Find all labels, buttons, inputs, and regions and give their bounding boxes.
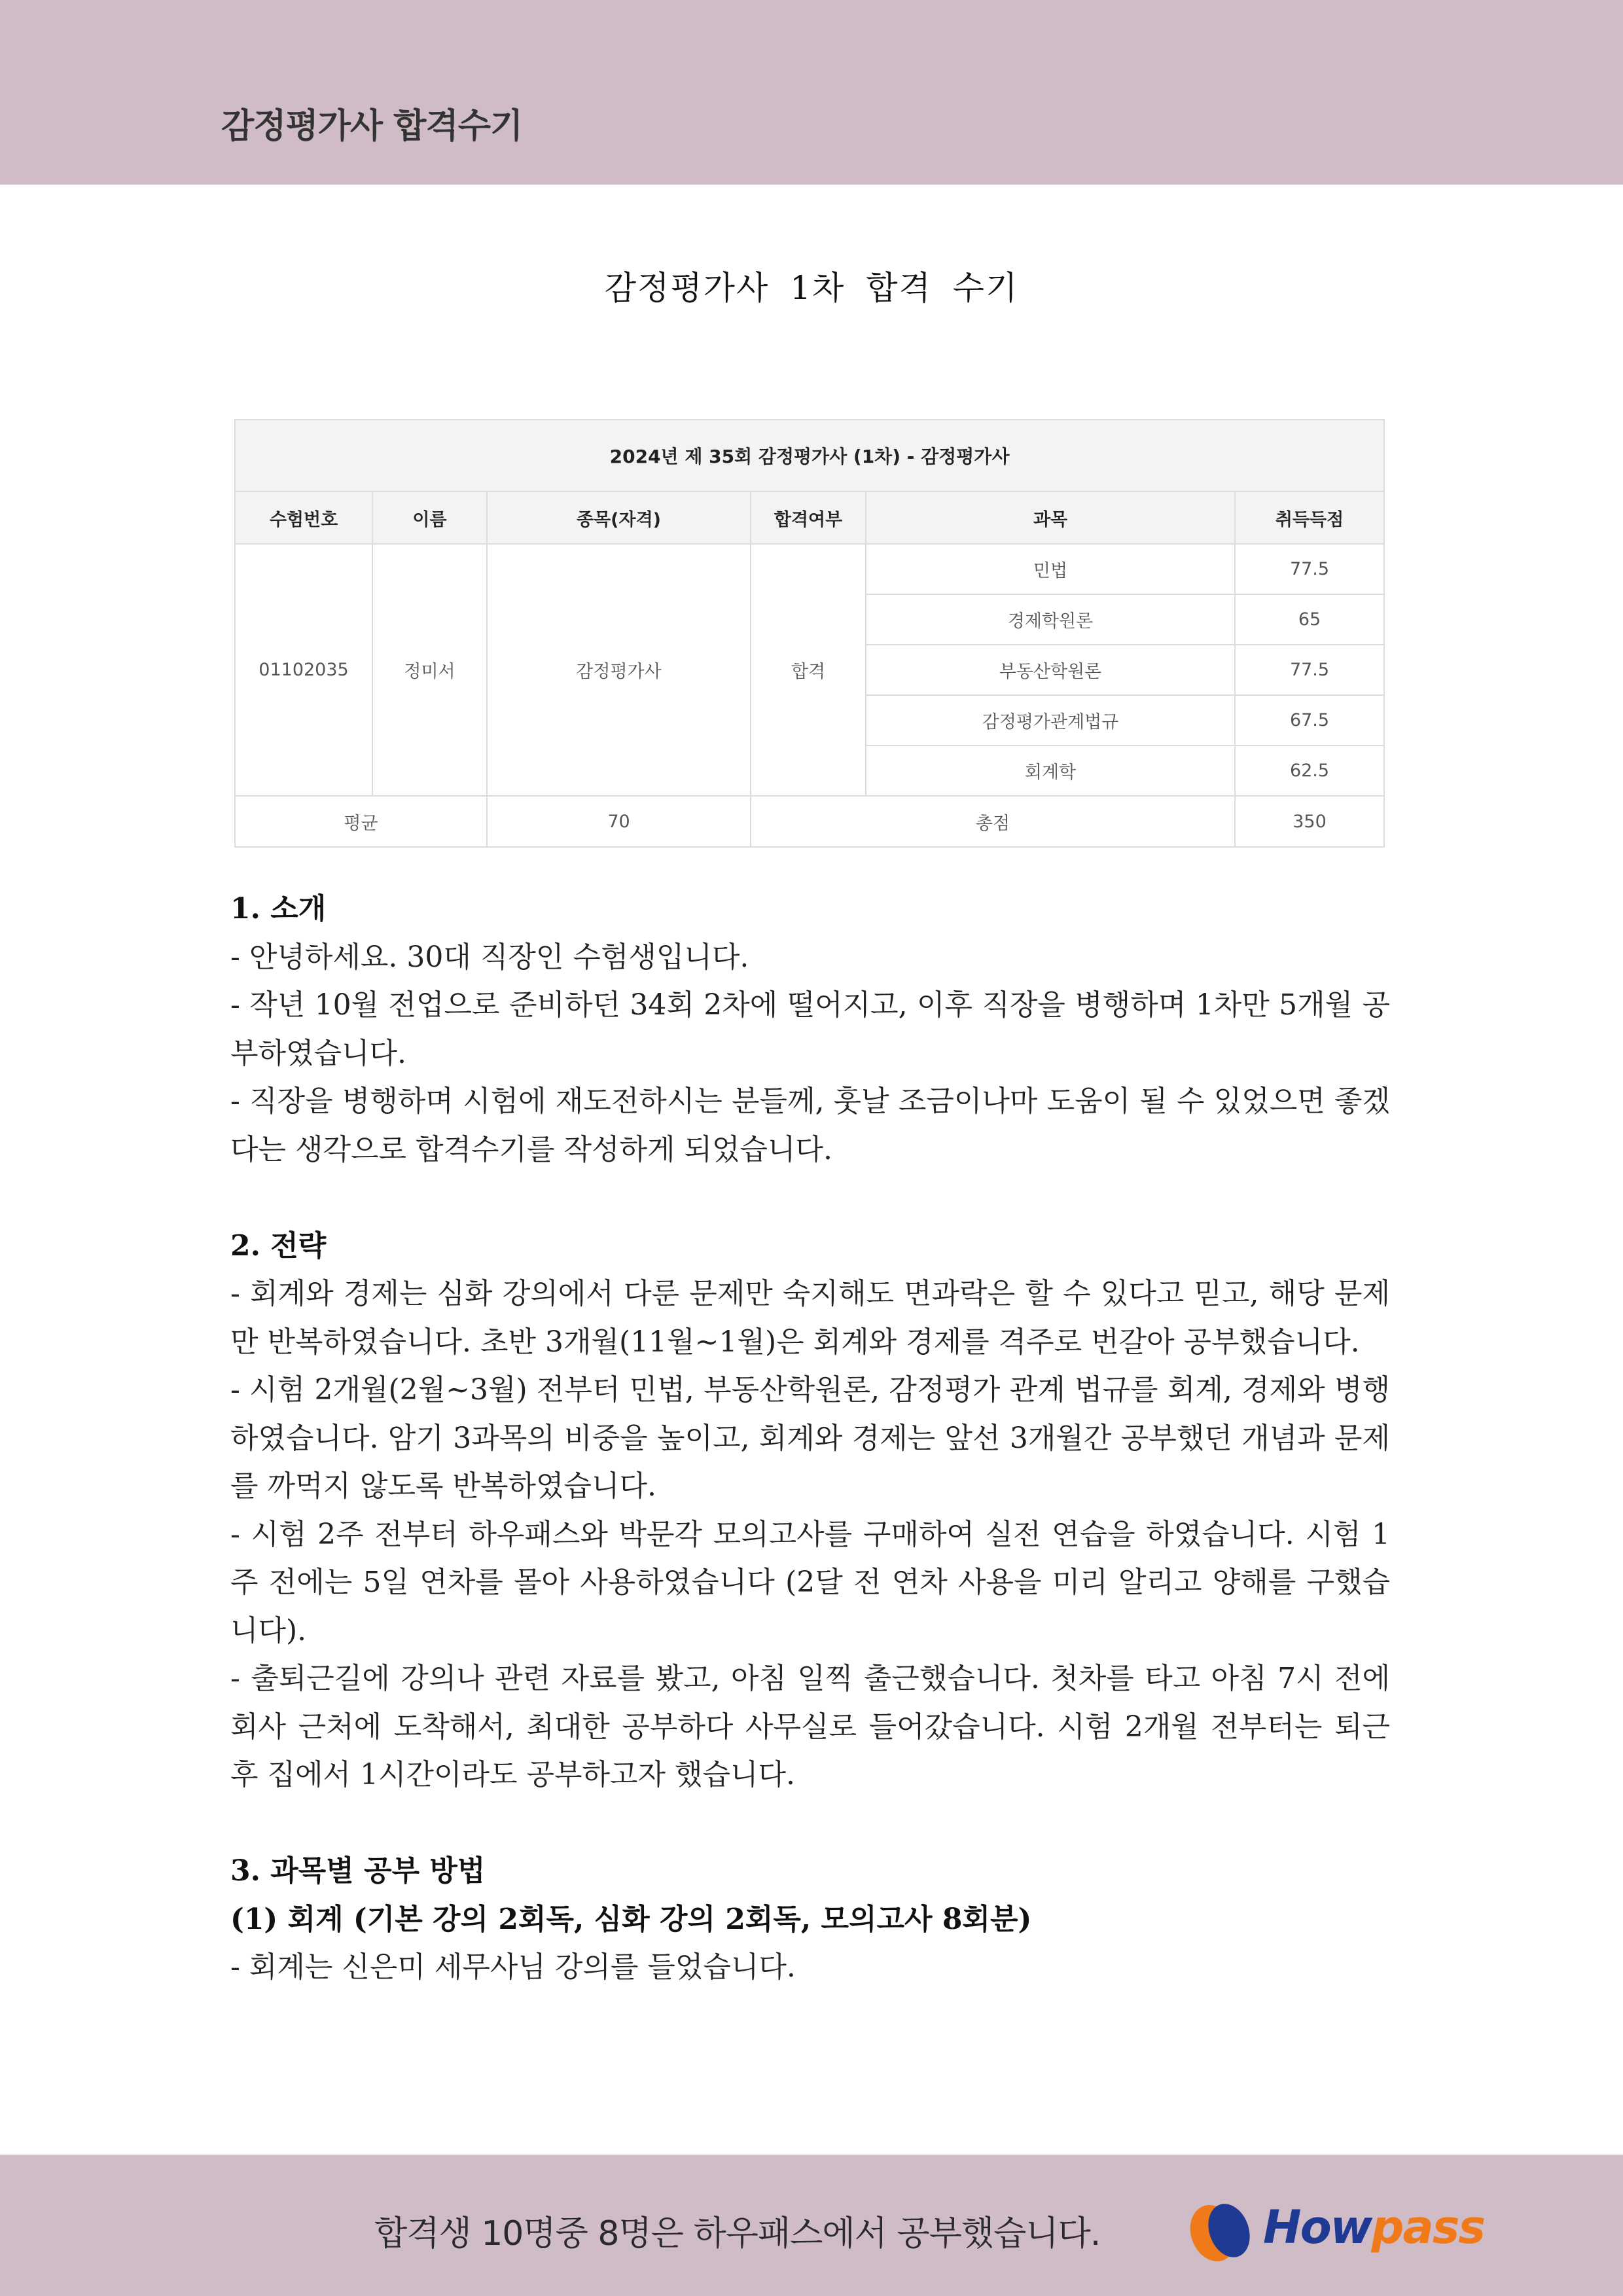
- qualification-cell: 감정평가사: [487, 544, 751, 796]
- document-title: 감정평가사 1차 합격 수기: [604, 269, 1019, 307]
- total-value: 350: [1235, 796, 1384, 847]
- column-header-subject: 과목: [866, 492, 1235, 544]
- score-cell: 77.5: [1235, 544, 1384, 594]
- header-band: [0, 0, 1623, 185]
- paragraph: - 시험 2개월(2월~3월) 전부터 민법, 부동산학원론, 감정평가 관계 법규를 회계, 경제와 병행하였습니다. 암기 3과목의 비중을 높이고, 회계와 경제는 앞선 3개월간 공부했던 개념과 문제를 까먹지 않도록 반복하였습니다.: [230, 1373, 1390, 1503]
- howpass-logo-text: [1263, 2200, 1484, 2254]
- column-header-score: 취득득점: [1235, 492, 1384, 544]
- essay-body: [230, 885, 1390, 1992]
- paragraph: - 회계와 경제는 심화 강의에서 다룬 문제만 숙지해도 면과락은 할 수 있다고 믿고, 해당 문제만 반복하였습니다. 초반 3개월(11월~1월)은 회계와 경제를 격주로 번갈아 공부했습니다.: [230, 1277, 1390, 1359]
- paragraph: - 안녕하세요. 30대 직장인 수험생입니다.: [230, 940, 749, 974]
- paragraph: - 직장을 병행하며 시험에 재도전하시는 분들께, 훗날 조금이나마 도움이 될 수 있었으면 좋겠다는 생각으로 합격수기를 작성하게 되었습니다.: [230, 1085, 1390, 1166]
- score-table: [234, 419, 1385, 848]
- subject-cell: 회계학: [866, 745, 1235, 796]
- name-cell: 정미서: [372, 544, 487, 796]
- average-value: 70: [487, 796, 751, 847]
- column-header-exam-number: 수험번호: [235, 492, 372, 544]
- subject-cell: 감정평가관계법규: [866, 695, 1235, 745]
- section-heading-method: 3. 과목별 공부 방법: [230, 1854, 486, 1888]
- paragraph: - 작년 10월 전업으로 준비하던 34회 2차에 떨어지고, 이후 직장을 병행하며 1차만 5개월 공부하였습니다.: [230, 988, 1390, 1070]
- section-spacer: [230, 1799, 1390, 1848]
- score-table-caption: 2024년 제 35회 감정평가사 (1차) - 감정평가사: [235, 420, 1384, 492]
- header-title: 감정평가사 합격수기: [221, 107, 523, 146]
- column-header-result: 합격여부: [751, 492, 866, 544]
- logo-pass: pass: [1371, 2200, 1485, 2254]
- score-cell: 77.5: [1235, 645, 1384, 695]
- subject-cell: 부동산학원론: [866, 645, 1235, 695]
- paragraph: - 출퇴근길에 강의나 관련 자료를 봤고, 아침 일찍 출근했습니다. 첫차를 타고 아침 7시 전에 회사 근처에 도착해서, 최대한 공부하다 사무실로 들어갔습니다. 시험 2개월 전부터는 퇴근 후 집에서 1시간이라도 공부하고자 했습니다.: [230, 1662, 1390, 1791]
- score-cell: 67.5: [1235, 695, 1384, 745]
- howpass-logo-icon: [1186, 2195, 1258, 2267]
- summary-row: [235, 796, 1384, 847]
- section-heading-intro: 1. 소개: [230, 892, 327, 925]
- column-header-name: 이름: [372, 492, 487, 544]
- footer-slogan: 합격생 10명중 8명은 하우패스에서 공부했습니다.: [374, 2214, 1101, 2253]
- section-heading-strategy: 2. 전략: [230, 1229, 327, 1263]
- total-label: 총점: [751, 796, 1235, 847]
- score-cell: 65: [1235, 594, 1384, 645]
- logo-how: How: [1263, 2200, 1372, 2254]
- subsection-heading-accounting: (1) 회계 (기본 강의 2회독, 심화 강의 2회독, 모의고사 8회분): [230, 1902, 1032, 1936]
- column-header-qualification: 종목(자격): [487, 492, 751, 544]
- section-spacer: [230, 1174, 1390, 1222]
- subject-cell: 경제학원론: [866, 594, 1235, 645]
- exam-number-cell: 01102035: [235, 544, 372, 796]
- result-cell: 합격: [751, 544, 866, 796]
- howpass-logo: [1186, 2195, 1487, 2267]
- subject-cell: 민법: [866, 544, 1235, 594]
- average-label: 평균: [235, 796, 487, 847]
- paragraph: - 시험 2주 전부터 하우패스와 박문각 모의고사를 구매하여 실전 연습을 하였습니다. 시험 1주 전에는 5일 연차를 몰아 사용하였습니다 (2달 전 연차 사용을 미리 알리고 양해를 구했습니다).: [230, 1517, 1390, 1647]
- table-row: [235, 544, 1384, 594]
- score-cell: 62.5: [1235, 745, 1384, 796]
- paragraph: - 회계는 신은미 세무사님 강의를 들었습니다.: [230, 1950, 796, 1984]
